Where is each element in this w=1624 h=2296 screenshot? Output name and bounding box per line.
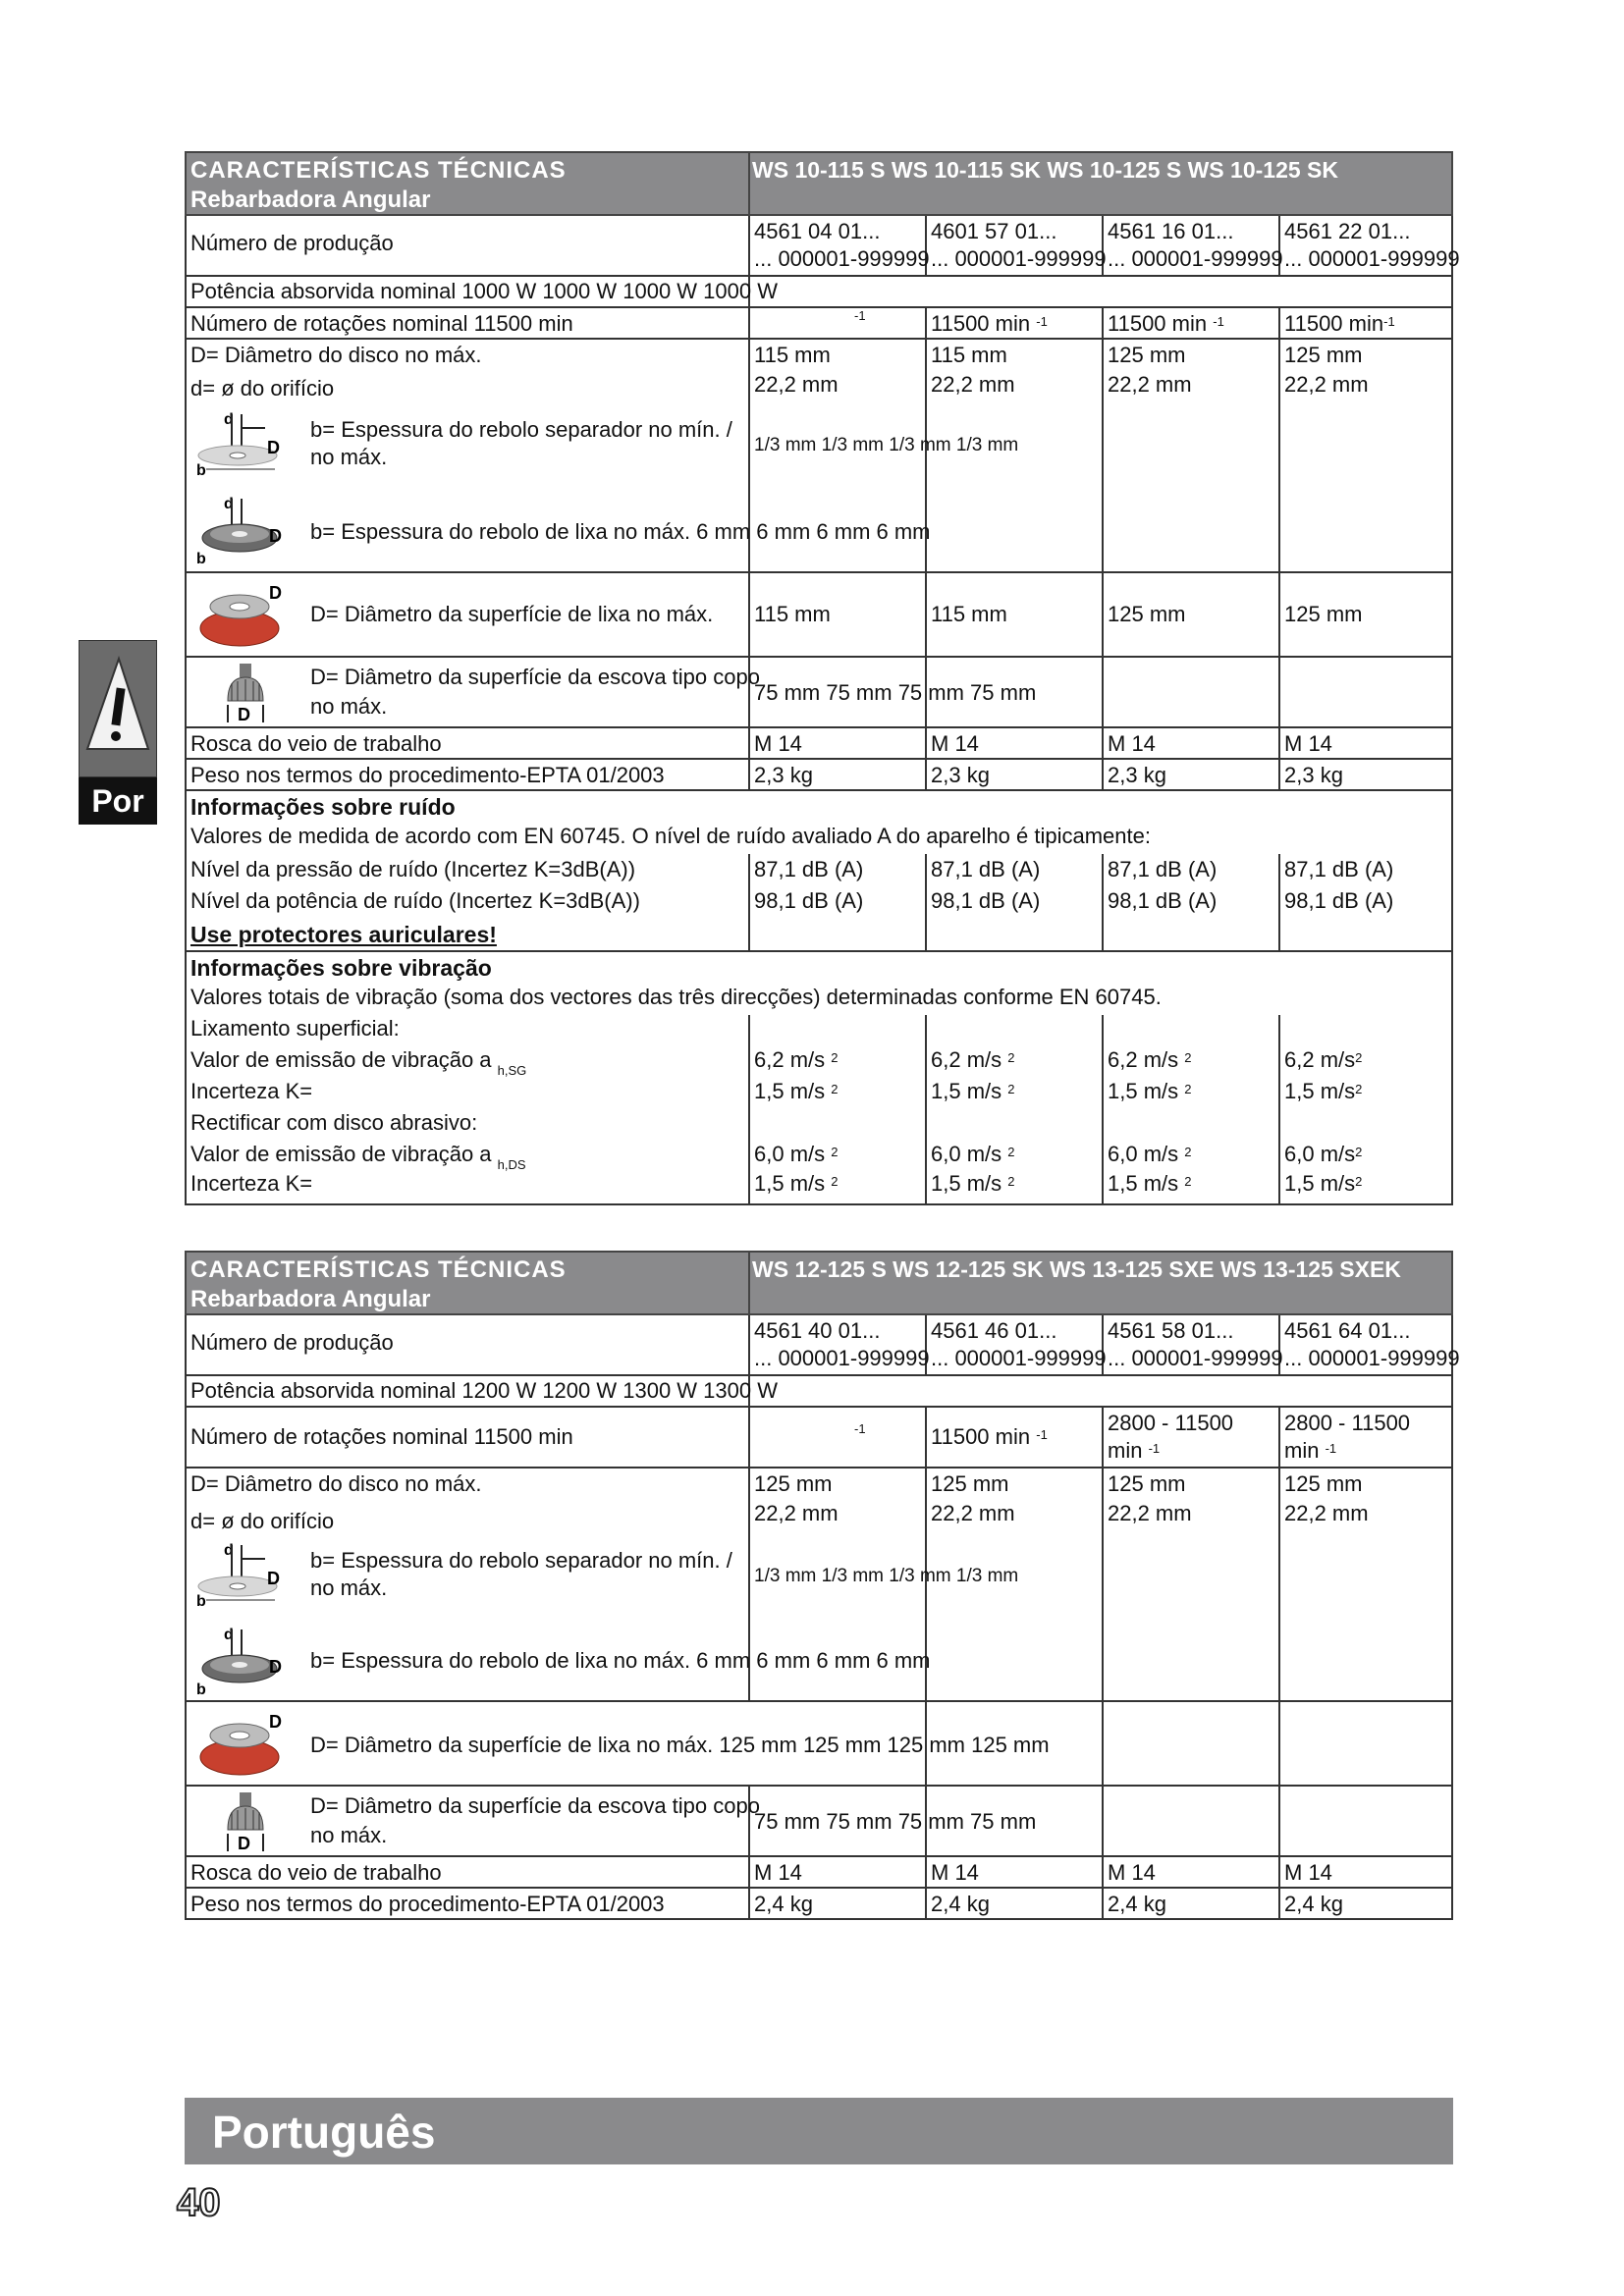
sanding-row: [185, 1702, 1453, 1787]
surface-emission-value: 6,2 m/s: [1284, 1047, 1356, 1072]
grind-thickness-label: b= Espessura do rebolo de lixa no máx. 6 mm 6 mm 6 mm 6 mm: [310, 1648, 931, 1673]
svg-text:D: D: [267, 438, 280, 457]
table-header: [185, 151, 1453, 216]
brush-row: [185, 658, 1453, 728]
spec-table-2: [185, 1251, 1460, 1920]
unit-exponent: 2: [1007, 1050, 1015, 1065]
cut-thickness-label-2: no máx.: [310, 1575, 388, 1600]
unit-exponent: 2: [831, 1050, 839, 1065]
grinding-disc-icon: [196, 1626, 285, 1698]
cutting-disc-icon: [196, 410, 285, 479]
speed-value: 11500 min: [1284, 311, 1384, 336]
disc-value: 125 mm: [1284, 1471, 1363, 1496]
sanding-value: 125 mm: [1108, 602, 1186, 626]
vibration-intro: Valores totais de vibração (soma dos vectores das três direcções) determinadas conforme EN 60745.: [190, 985, 1162, 1009]
abrasive-uncertainty-value: 1,5 m/s: [754, 1171, 826, 1196]
table-subtitle: Rebarbadora Angular: [190, 187, 431, 213]
unit-exponent: 2: [831, 1082, 839, 1096]
emission-subscript: h,DS: [497, 1157, 526, 1172]
production-value: 4601 57 01...: [931, 219, 1057, 243]
vibration-block: [185, 952, 1453, 1205]
unit-exponent: 2: [1007, 1174, 1015, 1189]
power-text: Potência absorvida nominal 1000 W 1000 W 1000 W 1000 W: [190, 279, 778, 303]
bore-value: 22,2 mm: [754, 1501, 839, 1525]
ear-protection-note: Use protectores auriculares!: [190, 922, 497, 947]
unit-exponent: 2: [1184, 1174, 1192, 1189]
disc-value: 115 mm: [931, 343, 1007, 367]
surface-emission-value: 6,2 m/s: [1108, 1047, 1179, 1072]
abrasive-uncertainty-value: 1,5 m/s: [1108, 1171, 1179, 1196]
production-row: [185, 216, 1460, 277]
weight-value: 2,3 kg: [1108, 763, 1166, 787]
warning-icon: [79, 640, 157, 777]
table-header: [185, 1251, 1453, 1315]
weight-value: 2,4 kg: [1108, 1892, 1166, 1916]
disc-value: 125 mm: [754, 1471, 833, 1496]
production-value: 4561 40 01...: [754, 1318, 881, 1343]
speed-value: 11500 min: [1108, 311, 1208, 336]
production-value: 4561 58 01...: [1108, 1318, 1234, 1343]
noise-intro: Valores de medida de acordo com EN 60745. O nível de ruído avaliado A do aparelho é tipicamente:: [190, 824, 1151, 848]
bore-value: 22,2 mm: [931, 372, 1015, 397]
speed-exponent: -1: [1148, 1441, 1161, 1456]
disc-label: D= Diâmetro do disco no máx.: [190, 1471, 482, 1496]
thread-value: M 14: [1108, 1860, 1156, 1885]
brush-label: D= Diâmetro da superfície da escova tipo copo: [310, 1793, 760, 1818]
surface-sanding-label: Lixamento superficial:: [190, 1016, 400, 1041]
svg-text:b: b: [196, 462, 206, 479]
surface-uncertainty-value: 1,5 m/s: [1108, 1079, 1179, 1103]
disc-block: [185, 1468, 1453, 1702]
bore-label: d= ø do orifício: [190, 1509, 335, 1533]
brush-row: [185, 1787, 1453, 1857]
noise-block: [185, 791, 1453, 952]
speed-value: 2800 - 11500: [1108, 1411, 1234, 1435]
svg-text:D: D: [269, 1712, 282, 1732]
speed-exponent: -1: [854, 308, 866, 323]
emission-subscript: h,SG: [497, 1063, 527, 1078]
thread-row: [185, 1857, 1453, 1889]
production-value: 4561 22 01...: [1284, 219, 1411, 243]
production-value: 4561 04 01...: [754, 219, 881, 243]
svg-text:d: d: [224, 496, 234, 512]
page-number: 40: [177, 2181, 221, 2224]
side-tab-label: Por: [79, 777, 157, 825]
speed-value: 2800 - 11500: [1284, 1411, 1411, 1435]
table-title: CARACTERÍSTICAS TÉCNICAS: [190, 157, 567, 184]
cut-thickness-label-2: no máx.: [310, 445, 388, 469]
production-row: [185, 1315, 1460, 1376]
speed-exponent: -1: [1036, 1427, 1048, 1442]
abrasive-uncertainty-value: 1,5 m/s: [1284, 1171, 1356, 1196]
disc-value: 125 mm: [1108, 343, 1186, 367]
power-text: Potência absorvida nominal 1200 W 1200 W 1300 W 1300 W: [190, 1378, 778, 1403]
power-row: [185, 1376, 1453, 1408]
sanding-value: 115 mm: [754, 602, 831, 626]
production-label: Número de produção: [190, 231, 394, 255]
noise-pressure-label: Nível da pressão de ruído (Incertez K=3dB(A)): [190, 857, 636, 881]
abrasive-uncertainty-value: 1,5 m/s: [931, 1171, 1002, 1196]
sanding-disc-icon: [196, 577, 287, 654]
noise-pressure-value: 87,1 dB (A): [931, 857, 1041, 881]
weight-label: Peso nos termos do procedimento-EPTA 01/2003: [190, 763, 665, 787]
svg-text:D: D: [269, 583, 282, 603]
unit-exponent: 2: [831, 1145, 839, 1159]
cut-thickness-values: 1/3 mm 1/3 mm 1/3 mm 1/3 mm: [754, 1566, 1019, 1586]
uncertainty-label: Incerteza K=: [190, 1171, 313, 1196]
thread-value: M 14: [1284, 731, 1332, 756]
speed-unit: min: [1284, 1438, 1320, 1463]
unit-exponent: 2: [1184, 1050, 1192, 1065]
speed-label: Número de rotações nominal 11500 min: [190, 311, 573, 336]
speed-row: [185, 1408, 1453, 1468]
spec-table-1: [185, 151, 1460, 1205]
svg-text:D: D: [238, 1834, 250, 1853]
abrasive-emission-value: 6,0 m/s: [754, 1142, 826, 1166]
speed-value: 11500 min: [931, 1424, 1031, 1449]
table-title: CARACTERÍSTICAS TÉCNICAS: [190, 1256, 567, 1283]
production-range: ... 000001-999999: [1108, 1346, 1283, 1370]
bore-value: 22,2 mm: [1284, 1501, 1369, 1525]
thread-value: M 14: [931, 731, 979, 756]
production-range: ... 000001-999999: [931, 1346, 1107, 1370]
sanding-label: D= Diâmetro da superfície de lixa no máx. 125 mm 125 mm 125 mm 125 mm: [310, 1733, 1050, 1757]
language-footer-banner: [185, 2098, 1453, 2164]
speed-unit: min: [1108, 1438, 1143, 1463]
unit-exponent: 2: [1007, 1082, 1015, 1096]
disc-value: 125 mm: [1108, 1471, 1186, 1496]
bore-value: 22,2 mm: [1108, 372, 1192, 397]
cup-brush-icon: [222, 1790, 271, 1853]
noise-pressure-value: 87,1 dB (A): [1284, 857, 1394, 881]
abrasive-emission-value: 6,0 m/s: [1108, 1142, 1179, 1166]
svg-text:d: d: [224, 1542, 234, 1559]
production-value: 4561 16 01...: [1108, 219, 1234, 243]
weight-value: 2,3 kg: [1284, 763, 1343, 787]
thread-value: M 14: [1108, 731, 1156, 756]
surface-emission-value: 6,2 m/s: [931, 1047, 1002, 1072]
production-value: 4561 46 01...: [931, 1318, 1057, 1343]
noise-title: Informações sobre ruído: [190, 794, 456, 820]
thread-label: Rosca do veio de trabalho: [190, 731, 442, 756]
noise-pressure-value: 87,1 dB (A): [754, 857, 864, 881]
noise-power-value: 98,1 dB (A): [1284, 888, 1394, 913]
bore-value: 22,2 mm: [1108, 1501, 1192, 1525]
emission-label: Valor de emissão de vibração a: [190, 1047, 492, 1072]
sanding-row: [185, 573, 1453, 658]
weight-value: 2,4 kg: [1284, 1892, 1343, 1916]
brush-label-2: no máx.: [310, 1823, 388, 1847]
disc-label: D= Diâmetro do disco no máx.: [190, 343, 482, 367]
abrasive-emission-value: 6,0 m/s: [1284, 1142, 1356, 1166]
bore-value: 22,2 mm: [1284, 372, 1369, 397]
brush-values: 75 mm 75 mm 75 mm 75 mm: [754, 680, 1037, 705]
noise-power-value: 98,1 dB (A): [754, 888, 864, 913]
speed-exponent: -1: [1325, 1441, 1337, 1456]
speed-exponent: -1: [1383, 314, 1395, 329]
unit-exponent: 2: [1355, 1174, 1363, 1189]
disc-value: 125 mm: [931, 1471, 1009, 1496]
unit-exponent: 2: [1184, 1145, 1192, 1159]
thread-value: M 14: [931, 1860, 979, 1885]
production-label: Número de produção: [190, 1330, 394, 1355]
grind-thickness-label: b= Espessura do rebolo de lixa no máx. 6 mm 6 mm 6 mm 6 mm: [310, 519, 931, 544]
brush-label: D= Diâmetro da superfície da escova tipo copo: [310, 665, 760, 689]
surface-uncertainty-value: 1,5 m/s: [931, 1079, 1002, 1103]
thread-row: [185, 728, 1453, 760]
unit-exponent: 2: [1184, 1082, 1192, 1096]
cut-thickness-values: 1/3 mm 1/3 mm 1/3 mm 1/3 mm: [754, 435, 1019, 455]
abrasive-emission-value: 6,0 m/s: [931, 1142, 1002, 1166]
grinding-disc-icon: [196, 495, 285, 567]
noise-power-value: 98,1 dB (A): [931, 888, 1041, 913]
table-subtitle: Rebarbadora Angular: [190, 1286, 431, 1312]
svg-text:b: b: [196, 1593, 206, 1610]
surface-uncertainty-value: 1,5 m/s: [754, 1079, 826, 1103]
speed-exponent: -1: [1036, 314, 1048, 329]
power-row: [185, 277, 1453, 308]
sanding-value: 115 mm: [931, 602, 1007, 626]
production-range: ... 000001-999999: [1284, 246, 1460, 271]
disc-block: [185, 340, 1453, 573]
disc-value: 115 mm: [754, 343, 831, 367]
svg-text:d: d: [224, 411, 234, 428]
svg-text:D: D: [238, 705, 250, 724]
weight-value: 2,3 kg: [754, 763, 813, 787]
production-range: ... 000001-999999: [1284, 1346, 1460, 1370]
unit-exponent: 2: [1007, 1145, 1015, 1159]
production-value: 4561 64 01...: [1284, 1318, 1411, 1343]
sanding-value: 125 mm: [1284, 602, 1363, 626]
bore-label: d= ø do orifício: [190, 376, 335, 400]
svg-text:b: b: [196, 551, 206, 567]
svg-text:D: D: [267, 1569, 280, 1588]
unit-exponent: 2: [831, 1174, 839, 1189]
cutting-disc-icon: [196, 1541, 285, 1610]
weight-value: 2,4 kg: [931, 1892, 990, 1916]
sanding-disc-icon: [196, 1706, 287, 1783]
thread-value: M 14: [754, 1860, 802, 1885]
unit-exponent: 2: [1355, 1082, 1363, 1096]
svg-text:D: D: [269, 526, 282, 546]
speed-exponent: -1: [854, 1421, 866, 1436]
footer-language-label: Português: [212, 2107, 436, 2158]
speed-row: [185, 308, 1453, 340]
sanding-label: D= Diâmetro da superfície de lixa no máx.: [310, 602, 714, 626]
speed-exponent: -1: [1213, 314, 1224, 329]
thread-value: M 14: [1284, 1860, 1332, 1885]
production-range: ... 000001-999999: [754, 246, 930, 271]
thread-value: M 14: [754, 731, 802, 756]
vibration-title: Informações sobre vibração: [190, 955, 492, 981]
svg-text:D: D: [269, 1657, 282, 1677]
noise-pressure-value: 87,1 dB (A): [1108, 857, 1218, 881]
speed-label: Número de rotações nominal 11500 min: [190, 1424, 573, 1449]
cup-brush-icon: [222, 662, 271, 724]
bore-value: 22,2 mm: [754, 372, 839, 397]
surface-uncertainty-value: 1,5 m/s: [1284, 1079, 1356, 1103]
production-range: ... 000001-999999: [754, 1346, 930, 1370]
language-side-tab: [79, 640, 157, 827]
brush-label-2: no máx.: [310, 694, 388, 719]
cut-thickness-label: b= Espessura do rebolo separador no mín. /: [310, 1548, 732, 1573]
model-names: WS 12-125 S WS 12-125 SK WS 13-125 SXE WS 13-125 SXEK: [752, 1256, 1401, 1282]
bore-value: 22,2 mm: [931, 1501, 1015, 1525]
model-names: WS 10-115 S WS 10-115 SK WS 10-125 S WS 10-125 SK: [752, 157, 1339, 183]
svg-text:b: b: [196, 1682, 206, 1698]
unit-exponent: 2: [1355, 1050, 1363, 1065]
svg-text:d: d: [224, 1627, 234, 1643]
thread-label: Rosca do veio de trabalho: [190, 1860, 442, 1885]
weight-row: [185, 1889, 1453, 1920]
noise-power-value: 98,1 dB (A): [1108, 888, 1218, 913]
surface-emission-value: 6,2 m/s: [754, 1047, 826, 1072]
emission-label: Valor de emissão de vibração a: [190, 1142, 492, 1166]
unit-exponent: 2: [1355, 1145, 1363, 1159]
weight-value: 2,4 kg: [754, 1892, 813, 1916]
uncertainty-label: Incerteza K=: [190, 1079, 313, 1103]
speed-value: 11500 min: [931, 311, 1031, 336]
weight-value: 2,3 kg: [931, 763, 990, 787]
weight-row: [185, 760, 1453, 791]
cut-thickness-label: b= Espessura do rebolo separador no mín. /: [310, 417, 732, 442]
disc-value: 125 mm: [1284, 343, 1363, 367]
production-range: ... 000001-999999: [1108, 246, 1283, 271]
production-range: ... 000001-999999: [931, 246, 1107, 271]
brush-values: 75 mm 75 mm 75 mm 75 mm: [754, 1809, 1037, 1834]
abrasive-label: Rectificar com disco abrasivo:: [190, 1110, 478, 1135]
noise-power-label: Nível da potência de ruído (Incertez K=3dB(A)): [190, 888, 640, 913]
weight-label: Peso nos termos do procedimento-EPTA 01/2003: [190, 1892, 665, 1916]
